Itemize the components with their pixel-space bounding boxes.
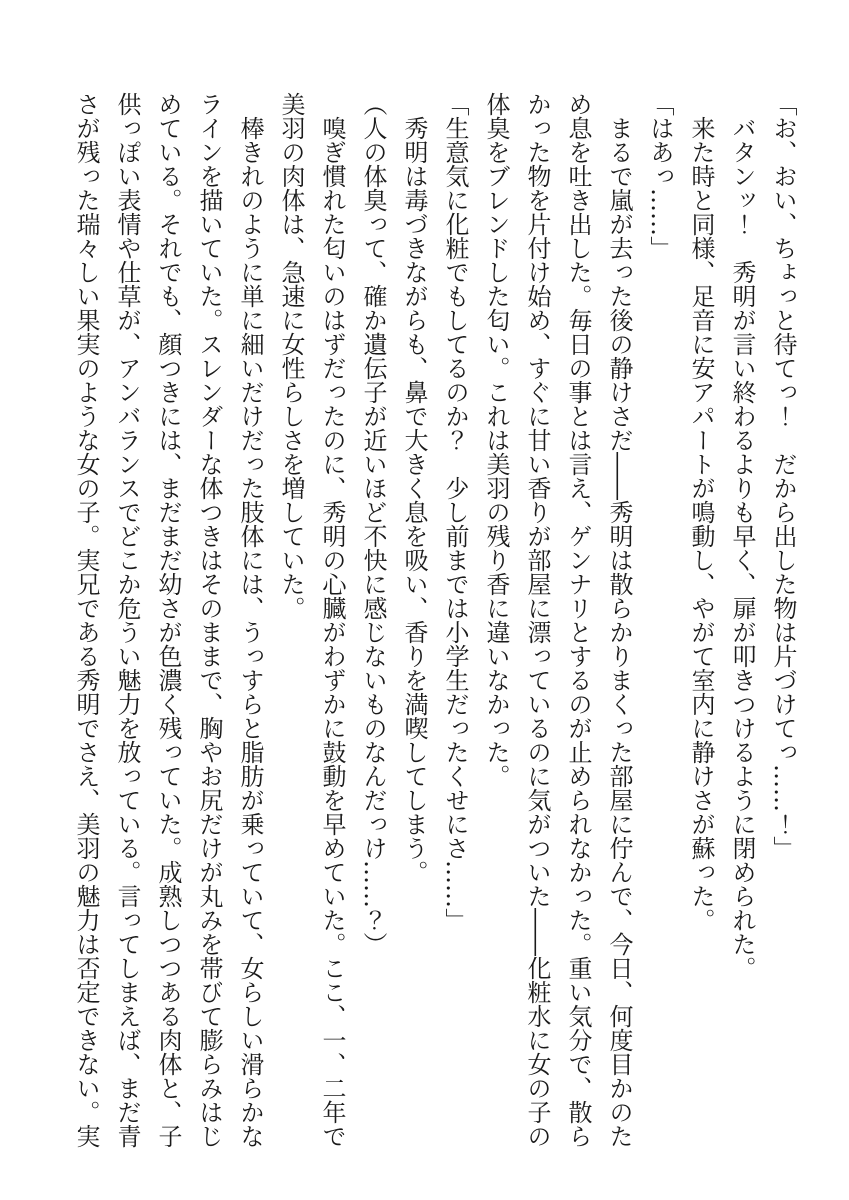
paragraph-thought: （人の体臭って、確か遺伝子が近いほど不快に感じないものなんだっけ……？） [359, 92, 387, 956]
paragraph: まるで嵐が去った後の静けさだ――秀明は散らかりまくった部屋に佇んで、今日、何度目かのため息を吐き出した。毎日の事とは言え、ゲンナリとするのが止められなかった。重い気分で、散らかった物を片付け始め、すぐに甘い香りが部屋に漂っているのに気がついた――化粧水に女の子の体臭をブレンドした匂い。これは美羽の残り香に違いなかった。 [482, 92, 633, 1148]
paragraph: 嗅ぎ慣れた匂いのはずだったのに、秀明の心臓がわずかに鼓動を早めていた。ここ、一、二年で美羽の肉体は、急速に女性らしさを増していた。 [277, 92, 346, 1148]
paragraph: 来た時と同様、足音に安アパートが鳴動し、やがて室内に静けさが蘇った。 [687, 92, 715, 932]
vertical-text-body [65, 92, 803, 1148]
paragraph-dialogue: 「お、おい、ちょっと待てっ！ だから出した物は片づけてっ……！」 [769, 92, 797, 860]
paragraph: 棒きれのように単に細いだけだった肢体には、うっすらと脂肪が乗っていて、女らしい滑らかなラインを描いていた。スレンダーな体つきはそのままで、胸やお尻だけが丸みを帯びて膨らみはじめている。それでも、顔つきには、まだまだ幼さが色濃く残っていた。成熟しつつある肉体と、子供っぽい表情や仕草が、アンバランスでどこか危うい魅力を放っている。言ってしまえば、まだ青さが残った瑞々しい果実のような女の子。実兄である秀明でさえ、美羽の魅力は否定できない。実 [72, 92, 264, 1148]
paragraph: バタンッ！ 秀明が言い終わるよりも早く、扉が叩きつけるように閉められた。 [728, 92, 756, 980]
paragraph-dialogue: 「生意気に化粧でもしてるのか？ 少し前までは小学生だったくせにさ……」 [441, 92, 469, 932]
paragraph-dialogue: 「はあっ……」 [646, 92, 674, 260]
paragraph: 秀明は毒づきながらも、鼻で大きく息を吸い、香りを満喫してしまう。 [400, 92, 428, 884]
